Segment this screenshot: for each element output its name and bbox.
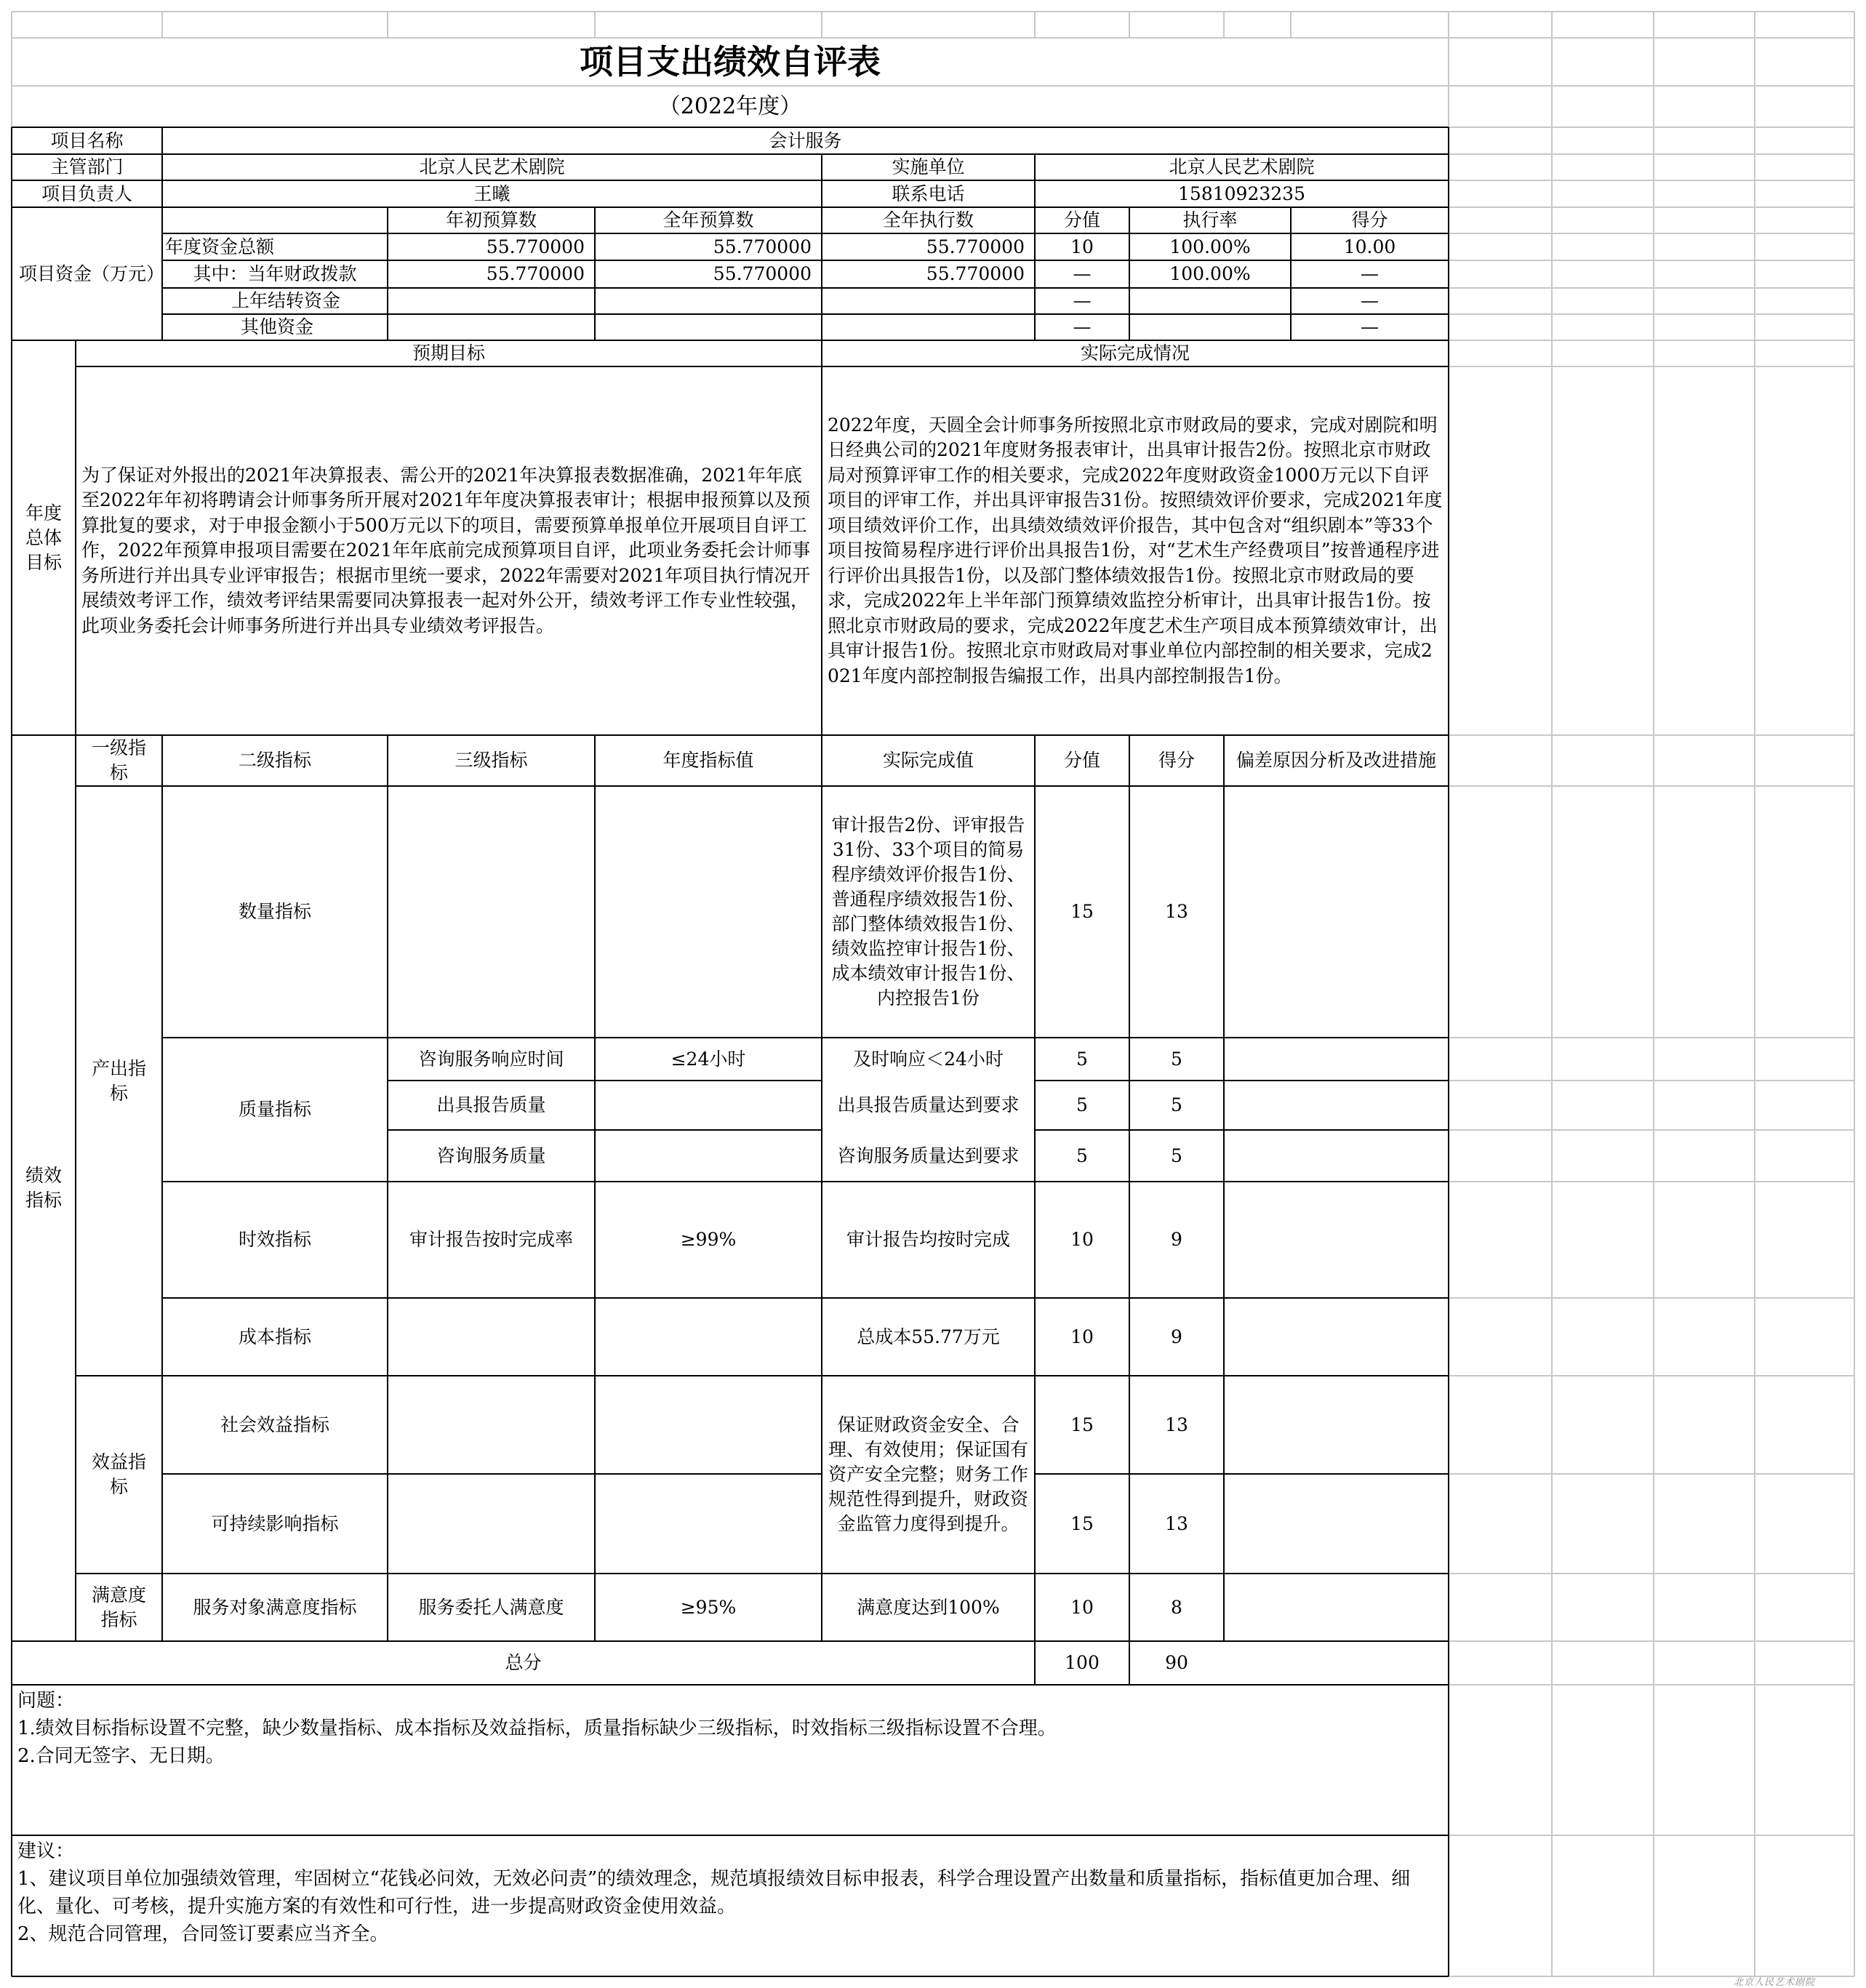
funds-row-other-label: 其他资金 <box>240 316 313 337</box>
funds-row-fiscal-rate: 100.00% <box>1169 263 1251 284</box>
dept-label: 主管部门 <box>50 156 124 177</box>
phone-label: 联系电话 <box>892 183 965 204</box>
perf-header-level2: 二级指标 <box>238 750 311 771</box>
funds-row-fiscal-score: — <box>1361 263 1379 284</box>
quality-level2: 质量指标 <box>238 1099 311 1120</box>
quality2-level3: 出具报告质量 <box>436 1094 546 1115</box>
total-label: 总分 <box>505 1652 542 1673</box>
sustain-score-value: 15 <box>1070 1512 1094 1534</box>
benefit-actual: 保证财政资金安全、合理、有效使用；保证国有资产安全完整；财务工作规范性得到提升，财政资金监管力度得到提升。 <box>828 1414 1028 1534</box>
social-level2: 社会效益指标 <box>220 1414 329 1435</box>
social-score-value: 15 <box>1070 1414 1094 1435</box>
cost-actual: 总成本55.77万元 <box>857 1326 1000 1347</box>
problems-title: 问题： <box>17 1690 75 1712</box>
perf-label: 绩效指标 <box>25 1165 62 1211</box>
goals-expected-header: 预期目标 <box>412 342 485 364</box>
quality3-score: 5 <box>1171 1145 1182 1166</box>
suggestion-item: 2、规范合同管理，合同签订要素应当齐全。 <box>17 1923 389 1945</box>
funds-label: 项目资金（万元） <box>19 262 165 284</box>
page-subtitle: （2022年度） <box>658 93 802 119</box>
funds-row-total-executed: 55.770000 <box>926 236 1025 257</box>
social-score: 13 <box>1165 1414 1188 1435</box>
satisfy-score: 8 <box>1171 1596 1182 1618</box>
funds-header-full-year: 全年预算数 <box>662 209 754 231</box>
goals-expected-text: 为了保证对外报出的2021年决算报表、需公开的2021年决算报表数据准确，2021年年底至2022年年初将聘请会计师事务所开展对2021年年度决算报表审计；根据申报预算以及预算批复的要求，对于申报金额小于500万元以下的项目，需要预算单报单位开展项目自评工作，2022年预算申报项目需要在2021年年底前完成预算项目自评，此项业务委托会计师事务所进行并出具专业评审报告；根据市里统一要求，2022年需要对2021年项目执行情况开展绩效考评工作，绩效考评结果需要同决算报表一起对外公开，绩效考评工作专业性较强，此项业务委托会计师事务所进行并出具专业绩效考评报告。 <box>81 464 811 636</box>
timeliness-actual: 审计报告均按时完成 <box>846 1229 1010 1250</box>
timeliness-target: ≥99% <box>680 1229 737 1250</box>
quality1-score-value: 5 <box>1076 1048 1088 1070</box>
perf-header-score-value: 分值 <box>1063 750 1100 771</box>
quality2-score-value: 5 <box>1076 1094 1088 1115</box>
funds-header-rate: 执行率 <box>1182 209 1238 231</box>
page-title: 项目支出绩效自评表 <box>580 42 881 81</box>
quantity-level2: 数量指标 <box>238 901 311 922</box>
funds-row-carryover-score-value: — <box>1073 290 1092 311</box>
funds-row-fiscal-score-value: — <box>1073 263 1092 284</box>
funds-row-carryover-label: 上年结转资金 <box>231 290 340 311</box>
phone-value: 15810923235 <box>1178 183 1305 204</box>
level1-satisfaction: 满意度指标 <box>91 1584 146 1630</box>
perf-header-level3: 三级指标 <box>455 750 528 771</box>
funds-row-total-rate: 100.00% <box>1169 236 1251 257</box>
impl-label: 实施单位 <box>892 156 965 177</box>
funds-row-total-score: 10.00 <box>1343 236 1396 257</box>
perf-header-actual: 实际完成值 <box>882 750 974 771</box>
total-score-value: 100 <box>1065 1652 1100 1673</box>
cost-level2: 成本指标 <box>238 1326 311 1347</box>
sustain-score: 13 <box>1165 1512 1188 1534</box>
quantity-actual: 审计报告2份、评审报告31份、33个项目的简易程序绩效评价报告1份、普通程序绩效报告1份、部门整体绩效报告1份、绩效监控审计报告1份、成本绩效审计报告1份、内控报告1份 <box>831 814 1025 1009</box>
satisfy-score-value: 10 <box>1070 1596 1094 1618</box>
problems-section <box>12 1687 1449 1832</box>
quality2-score: 5 <box>1171 1094 1182 1115</box>
funds-row-total-label: 年度资金总额 <box>165 236 275 257</box>
satisfy-level3: 服务委托人满意度 <box>418 1596 564 1618</box>
satisfy-level2: 服务对象满意度指标 <box>193 1596 357 1618</box>
leader-label: 项目负责人 <box>41 183 132 204</box>
funds-header-initial: 年初预算数 <box>445 209 537 231</box>
quality3-actual: 咨询服务质量达到要求 <box>837 1145 1020 1166</box>
quantity-score: 13 <box>1165 901 1188 922</box>
quantity-score-value: 15 <box>1070 901 1094 922</box>
leader-value: 王曦 <box>473 183 510 204</box>
timeliness-score-value: 10 <box>1070 1229 1094 1250</box>
problem-item: 1.绩效目标指标设置不完整，缺少数量指标、成本指标及效益指标，质量指标缺少三级指标，时效指标三级指标设置不合理。 <box>17 1718 1057 1739</box>
timeliness-level2: 时效指标 <box>238 1229 311 1250</box>
quality1-score: 5 <box>1171 1048 1182 1070</box>
sustain-level2: 可持续影响指标 <box>211 1512 339 1534</box>
quality3-level3: 咨询服务质量 <box>436 1145 546 1166</box>
timeliness-level3: 审计报告按时完成率 <box>409 1229 573 1250</box>
dept-value: 北京人民艺术剧院 <box>419 156 565 177</box>
quality2-actual: 出具报告质量达到要求 <box>837 1094 1020 1115</box>
funds-row-fiscal-executed: 55.770000 <box>926 263 1025 284</box>
suggestions-title: 建议： <box>17 1840 75 1862</box>
problem-item: 2.合同无签字、无日期。 <box>17 1745 225 1767</box>
funds-header-score: 得分 <box>1351 209 1388 231</box>
funds-row-other-score: — <box>1361 316 1379 337</box>
project-name-value: 会计服务 <box>769 129 842 151</box>
perf-header-deviation: 偏差原因分析及改进措施 <box>1236 750 1436 771</box>
project-name-label: 项目名称 <box>50 129 124 151</box>
goals-actual-header: 实际完成情况 <box>1080 342 1190 364</box>
funds-header-executed: 全年执行数 <box>882 209 974 231</box>
satisfy-actual: 满意度达到100% <box>857 1596 1000 1618</box>
perf-header-level1: 一级指标 <box>91 737 146 783</box>
suggestions-section <box>12 1837 1449 1974</box>
funds-row-fiscal-label: 其中：当年财政拨款 <box>193 263 357 284</box>
goals-label: 年度总体目标 <box>25 502 62 573</box>
funds-row-fiscal-full-year: 55.770000 <box>713 263 812 284</box>
funds-row-total-score-value: 10 <box>1070 236 1094 257</box>
goals-actual-text: 2022年度，天圆全会计师事务所按照北京市财政局的要求，完成对剧院和明日经典公司的2021年度财务报表审计，出具审计报告2份。按照北京市财政局对预算评审工作的相关要求，完成2022年度财政资金1000万元以下自评项目的评审工作，并出具评审报告31份。按照绩效评价要求，完成2021年度项目绩效评价工作，出具绩效绩效评价报告，其中包含对“组织剧本”等33个项目按简易程序进行评价出具报告1份，对“艺术生产经费项目”按普通程序进行评价出具报告1份，以及部门整体绩效报告1份。按照北京市财政局的要求，完成2022年上半年部门预算绩效监控分析审计，出具审计报告1份。按照北京市财政局的要求，完成2022年度艺术生产项目成本预算绩效审计，出具审计报告1份。按照北京市财政局对事业单位内部控制的相关要求，完成2021年度内部控制报告编报工作，出具内部控制报告1份。 <box>828 414 1443 686</box>
total-score: 90 <box>1165 1652 1188 1673</box>
funds-header-score-value: 分值 <box>1063 209 1100 231</box>
funds-row-total-full-year: 55.770000 <box>713 236 812 257</box>
suggestion-item: 1、建议项目单位加强绩效管理，牢固树立“花钱必问效，无效必问责”的绩效理念，规范填报绩效目标申报表，科学合理设置产出数量和质量指标，指标值更加合理、细化、量化、可考核，提升实施方案的有效性和可行性，进一步提高财政资金使用效益。 <box>17 1868 1411 1917</box>
quality1-level3: 咨询服务响应时间 <box>418 1048 564 1070</box>
funds-row-carryover-score: — <box>1361 290 1379 311</box>
quality1-target: ≤24小时 <box>670 1048 746 1070</box>
corner-stamp: 北京人民艺术剧院 <box>1733 1977 1815 1988</box>
funds-row-total-initial: 55.770000 <box>486 236 585 257</box>
timeliness-score: 9 <box>1171 1229 1182 1250</box>
perf-header-score: 得分 <box>1158 750 1195 771</box>
funds-row-other-score-value: — <box>1073 316 1092 337</box>
impl-value: 北京人民艺术剧院 <box>1169 156 1315 177</box>
satisfy-target: ≥95% <box>680 1596 737 1618</box>
perf-header-target: 年度指标值 <box>662 750 754 771</box>
cost-score: 9 <box>1171 1326 1182 1347</box>
cost-score-value: 10 <box>1070 1326 1094 1347</box>
funds-row-fiscal-initial: 55.770000 <box>486 263 585 284</box>
quality3-score-value: 5 <box>1076 1145 1088 1166</box>
level1-output: 产出指标 <box>91 1057 146 1104</box>
level1-benefit: 效益指标 <box>91 1451 146 1497</box>
quality1-actual: 及时响应＜24小时 <box>853 1048 1004 1070</box>
